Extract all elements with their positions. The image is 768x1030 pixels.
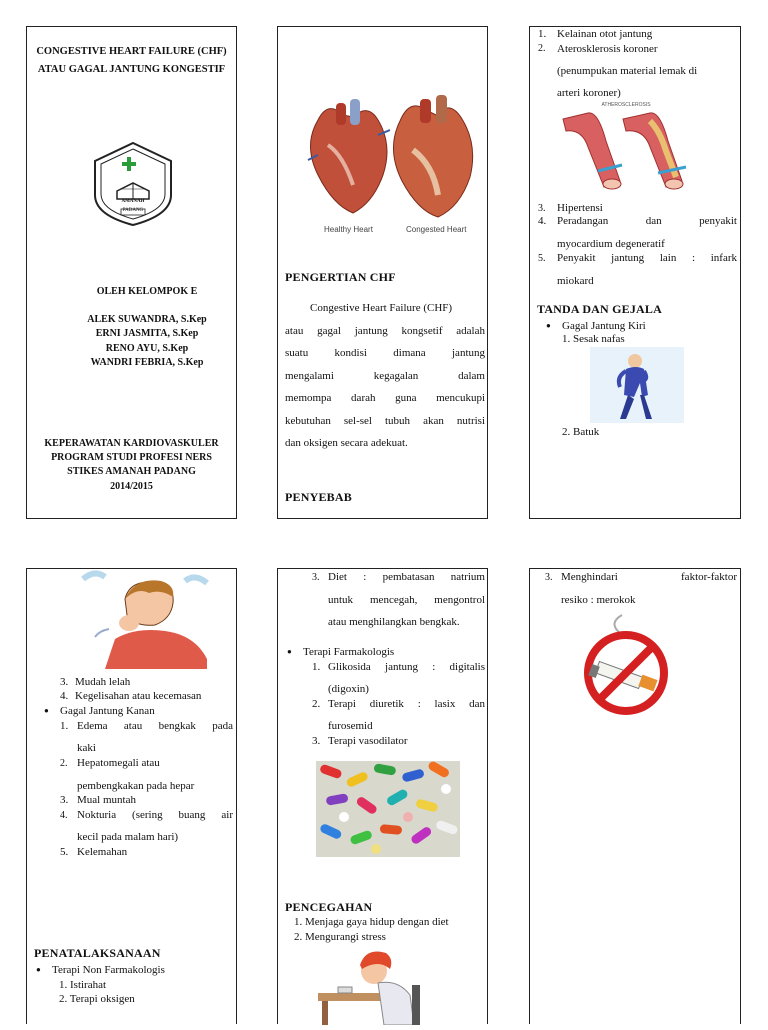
cover-title-line1: CONGESTIVE HEART FAILURE (CHF) xyxy=(36,46,227,57)
prevention-panel xyxy=(529,568,741,1024)
non-pharm-item-1: 1. Istirahat xyxy=(59,979,107,991)
pharm-item-2: Terapi diuretik : lasix dan xyxy=(328,698,485,710)
cover-by: OLEH KELOMPOK E xyxy=(96,286,198,297)
cover-footer-4: 2014/2015 xyxy=(110,481,153,492)
definition-line-3: suatu kondisi dimana jantung xyxy=(285,347,485,359)
cause-2-cont-1: (penumpukan material lemak di xyxy=(557,65,698,77)
heart-comparison-image xyxy=(298,95,478,240)
pharm-item-1: Glikosida jantung : digitalis xyxy=(328,661,485,673)
right-failure-label: ● Gagal Jantung Kanan xyxy=(60,704,155,718)
causes-panel xyxy=(529,26,741,519)
right-item-5: Kelemahan xyxy=(77,846,128,858)
prevention-heading: PENCEGAHAN xyxy=(285,900,373,914)
right-item-1-cont: kaki xyxy=(77,742,96,754)
atherosclerosis-image xyxy=(558,101,694,197)
symptoms-panel xyxy=(26,568,237,1024)
prevent3-num: 3. xyxy=(545,572,553,583)
cover-panel xyxy=(26,26,237,519)
symptom-4: Kegelisahan atau kecemasan xyxy=(75,690,202,702)
cover-member-2: ERNI JASMITA, S.Kep xyxy=(95,328,199,339)
definition-line-7: dan oksigen secara adekuat. xyxy=(285,437,408,449)
right-item-4-cont: kecil pada malam hari) xyxy=(77,831,179,843)
cause-num-2: 2. xyxy=(538,43,546,54)
right-num-5: 5. xyxy=(60,846,69,858)
pharm-item-3: Terapi vasodilator xyxy=(328,735,408,747)
right-item-2: Hepatomegali atau xyxy=(77,757,160,769)
non-pharm-label: ● Terapi Non Farmakologis xyxy=(52,963,165,977)
cover-member-3: RENO AYU, S.Kep xyxy=(105,343,189,354)
left-failure-label: ● Gagal Jantung Kiri xyxy=(562,319,646,333)
right-item-3: Mual muntah xyxy=(77,794,136,806)
no-smoking-icon xyxy=(578,611,674,717)
right-num-4: 4. xyxy=(60,810,68,821)
logo-middle-text: AMANAH xyxy=(121,199,145,204)
healthy-heart-label: Healthy Heart xyxy=(324,225,373,234)
cause-2-cont-2: arteri koroner) xyxy=(557,87,621,99)
sign-2: 2. Batuk xyxy=(562,426,600,438)
management-heading: PENATALAKSANAAN xyxy=(34,946,161,960)
cause-num-3: 3. xyxy=(538,203,546,214)
right-item-2-cont: pembengkakan pada hepar xyxy=(77,780,195,792)
pharm-num-2: 2. xyxy=(312,698,321,710)
diet-line-1: Diet : pembatasan natrium xyxy=(328,571,485,583)
definition-line-1: Congestive Heart Failure (CHF) xyxy=(310,302,453,314)
stressed-person-image xyxy=(318,945,438,1025)
prevention-item-1: 1. Menjaga gaya hidup dengan diet xyxy=(294,916,449,928)
pharm-item-1-cont: (digoxin) xyxy=(328,683,369,695)
definition-line-6: kebutuhan sel-sel tubuh akan nutrisi xyxy=(285,415,485,427)
therapy-panel xyxy=(277,568,488,1024)
cause-2: Aterosklerosis koroner xyxy=(557,43,658,55)
pharm-num-1: 1. xyxy=(312,661,321,673)
pharm-num-3: 3. xyxy=(312,735,321,747)
sign-1: 1. Sesak nafas xyxy=(562,333,625,345)
stikes-logo xyxy=(87,139,179,229)
definition-line-5: memompa darah guna mencukupi xyxy=(285,392,485,404)
non-pharm-item-2: 2. Terapi oksigen xyxy=(59,993,135,1005)
pharm-item-2-cont: furosemid xyxy=(328,720,373,732)
diet-num: 3. xyxy=(312,572,320,583)
cover-footer-2: PROGRAM STUDI PROFESI NERS xyxy=(51,452,212,463)
symptom-num-4: 4. xyxy=(60,690,69,702)
definition-line-2: atau gagal jantung kongsetif adalah xyxy=(285,325,485,337)
diet-line-3: atau menghilangkan bengkak. xyxy=(328,616,460,628)
cover-member-1: ALEK SUWANDRA, S.Kep xyxy=(87,314,207,325)
right-num-3: 3. xyxy=(60,794,69,806)
cover-member-4: WANDRI FEBRIA, S.Kep xyxy=(90,357,204,368)
right-num-2: 2. xyxy=(60,758,68,769)
congested-heart-label: Congested Heart xyxy=(406,225,467,234)
cause-heading: PENYEBAB xyxy=(285,490,352,504)
symptom-3: Mudah lelah xyxy=(75,676,131,688)
prevent3-line-1: Menghindari faktor-faktor xyxy=(561,571,737,583)
signs-heading: TANDA DAN GEJALA xyxy=(537,302,662,316)
right-item-1: Edema atau bengkak pada xyxy=(77,720,233,732)
right-num-1: 1. xyxy=(60,720,69,732)
breathless-man-image xyxy=(590,347,684,423)
prevention-item-2: 2. Mengurangi stress xyxy=(294,931,386,943)
cause-num-1: 1. xyxy=(538,28,547,40)
definition-heading: PENGERTIAN CHF xyxy=(285,270,396,284)
definition-line-4: mengalami kegagalan dalam xyxy=(285,370,485,382)
right-item-4: Nokturia (sering buang air xyxy=(77,809,233,821)
logo-bottom-text: PADANG xyxy=(122,208,144,213)
diet-line-2: untuk mencegah, mengontrol xyxy=(328,594,485,606)
cover-title-line2: ATAU GAGAL JANTUNG KONGESTIF xyxy=(37,64,226,75)
cause-5-cont: miokard xyxy=(557,275,594,287)
cover-footer-3: STIKES AMANAH PADANG xyxy=(67,466,196,477)
pills-image xyxy=(316,761,460,857)
pharm-label: ● Terapi Farmakologis xyxy=(303,645,394,659)
cause-1: Kelainan otot jantung xyxy=(557,28,653,40)
cause-num-5: 5. xyxy=(538,253,546,264)
cause-5: Penyakit jantung lain : infark xyxy=(557,252,737,264)
cause-4: Peradangan dan penyakit xyxy=(557,215,737,227)
cause-4-cont: myocardium degeneratif xyxy=(557,238,665,250)
atherosclerosis-caption: ATHEROSCLEROSIS xyxy=(601,102,651,108)
symptom-num-3: 3. xyxy=(60,676,69,688)
cause-3: Hipertensi xyxy=(557,202,603,214)
prevent3-line-2: resiko : merokok xyxy=(561,594,636,606)
cover-footer-1: KEPERAWATAN KARDIOVASKULER xyxy=(44,438,219,449)
definition-panel xyxy=(277,26,488,519)
cause-num-4: 4. xyxy=(538,215,547,227)
coughing-boy-image xyxy=(75,569,215,669)
